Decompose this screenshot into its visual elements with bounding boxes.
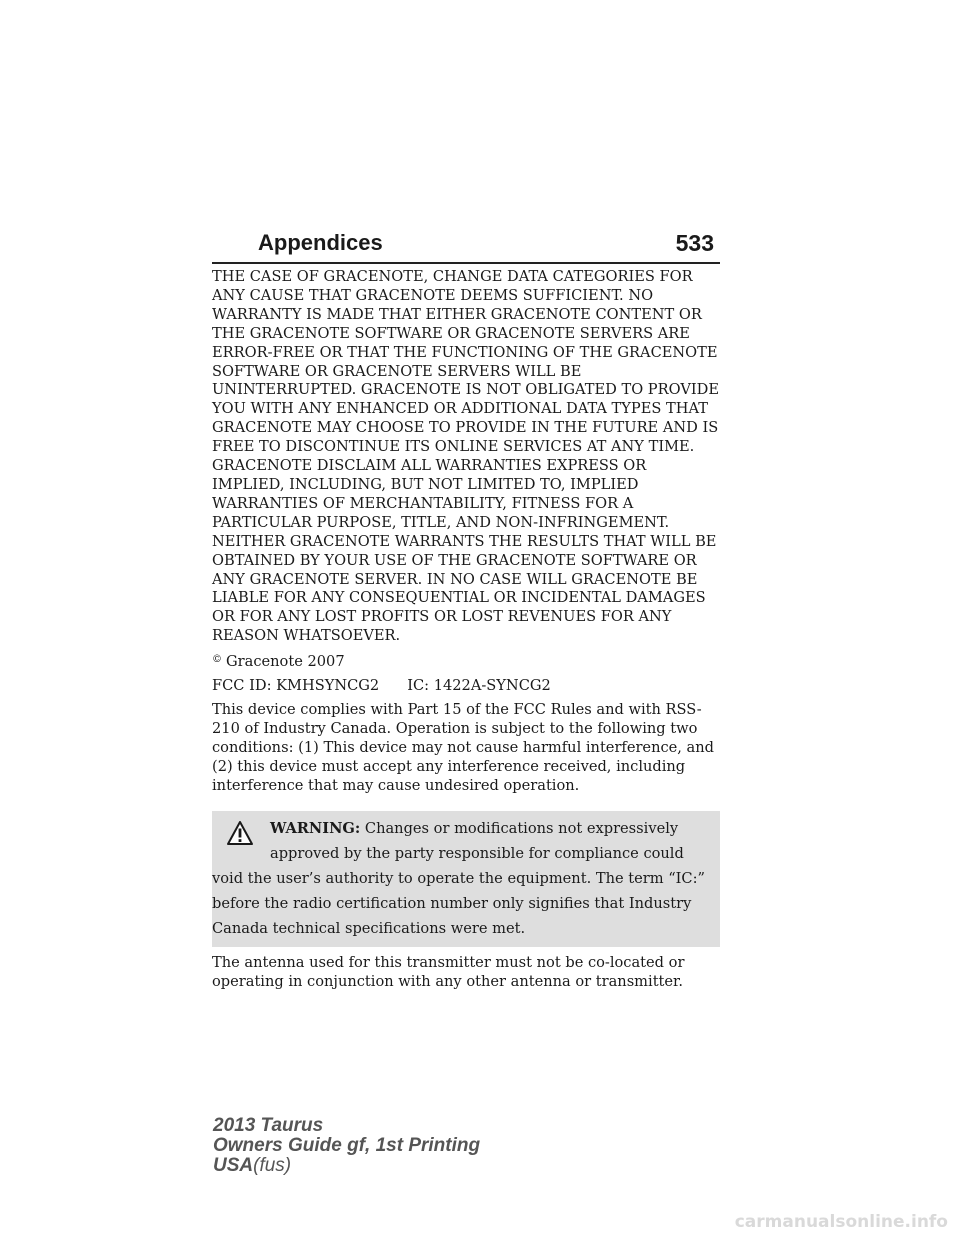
ic-id: IC: 1422A-SYNCG2	[407, 677, 551, 695]
gracenote-disclaimer: THE CASE OF GRACENOTE, CHANGE DATA CATEGORIES FOR ANY CAUSE THAT GRACENOTE DEEMS SUFFICIENT. NO WARRANTY IS MADE THAT EITHER GRACENOTE CONTENT OR THE GRACENOTE SOFTWARE OR GRACENOTE SERVERS ARE ERROR-FREE OR THAT THE FUNCTIONING OF THE GRACENOTE SOFTWARE OR GRACENOTE SERVERS WILL BE UNINTERRUPTED. GRACENOTE IS NOT OBLIGATED TO PROVIDE YOU WITH ANY ENHANCED OR ADDITIONAL DATA TYPES THAT GRACENOTE MAY CHOOSE TO PROVIDE IN THE FUTURE AND IS FREE TO DISCONTINUE ITS ONLINE SERVICES AT ANY TIME. GRACENOTE DISCLAIM ALL WARRANTIES EXPRESS OR IMPLIED, INCLUDING, BUT NOT LIMITED TO, IMPLIED WARRANTIES OF MERCHANTABILITY, FITNESS FOR A PARTICULAR PURPOSE, TITLE, AND NON-INFRINGEMENT. NEITHER GRACENOTE WARRANTS THE RESULTS THAT WILL BE OBTAINED BY YOUR USE OF THE GRACENOTE SOFTWARE OR ANY GRACENOTE SERVER. IN NO CASE WILL GRACENOTE BE LIABLE FOR ANY CONSEQUENTIAL OR INCIDENTAL DAMAGES OR FOR ANY LOST PROFITS OR LOST REVENUES FOR ANY REASON WHATSOEVER.	[212, 268, 719, 645]
copyright-line	[212, 651, 720, 672]
compliance-paragraph: This device complies with Part 15 of the FCC Rules and with RSS-210 of Industry Canada. Operation is subject to the following two conditions: (1) This device may not cause harmful interference, and (2) this device must accept any interference received, including interference that may cause undesired operation.	[212, 700, 715, 794]
document-footer	[213, 1116, 480, 1176]
antenna-paragraph: The antenna used for this transmitter must not be co-located or operating in conjunction with any other antenna or transmitter.	[212, 954, 685, 991]
footer-market	[213, 1156, 480, 1176]
page-header	[212, 226, 720, 264]
page-number: 533	[675, 230, 714, 256]
fcc-id: FCC ID: KMHSYNCG2	[212, 677, 380, 695]
warning-box	[212, 811, 720, 947]
section-title: Appendices	[258, 230, 383, 255]
page-content	[212, 268, 720, 997]
fcc-id-line	[212, 677, 720, 696]
copyright-symbol: ©	[212, 654, 222, 666]
warning-label: WARNING:	[270, 820, 361, 838]
footer-model: 2013 Taurus	[213, 1115, 324, 1136]
footer-locale-code: (fus)	[253, 1155, 292, 1176]
watermark: carmanualsonline.info	[734, 1212, 948, 1232]
footer-market-code: USA	[213, 1155, 254, 1176]
footer-edition: Owners Guide gf, 1st Printing	[213, 1135, 481, 1156]
copyright-text: Gracenote 2007	[226, 653, 345, 671]
warning-triangle-icon	[226, 820, 254, 846]
warning-text: Changes or modifications not expressively approved by the party responsible for compliance could void the user’s authority to operate the equipment. The term “IC:” before the radio certification number only signifies that Industry Canada technical specifications were met.	[212, 820, 705, 937]
